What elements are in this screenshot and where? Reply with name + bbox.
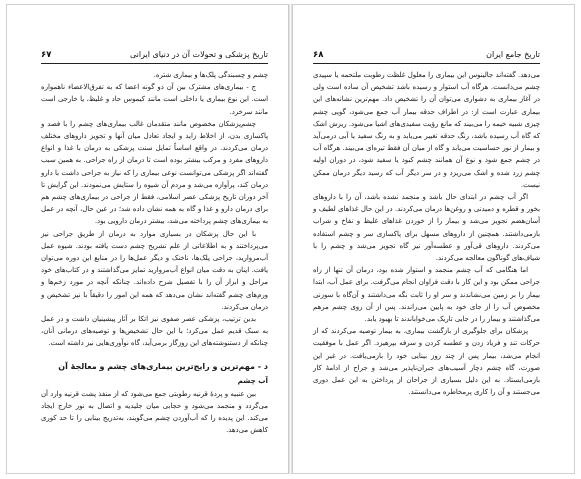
running-head-right xyxy=(313,49,540,61)
body-text-right xyxy=(313,69,540,398)
body-text-left xyxy=(41,69,268,436)
paragraph: پزشکان برای جلوگیری از بازگشت بیماری، به بیمار توصیه می‌کردند که از حرکات تند و فریاد زدن و عطسه کردن و سرفه بپرهیزد. اگر عمل با موفقیت انجام می‌شد، بیمار پس از چند روز بینایی خود را بازمی‌یافت. در غیر این صورت، گاه چشم دچار آسیب‌های جبران‌ناپذیر می‌شد و جراح از ادامهٔ کار بازمی‌ایستاد. به این دلیل بسیاری از جراحان از پرداختن به این عمل دوری می‌جستند و آن را کاری پرمخاطره می‌دانستند. xyxy=(313,327,540,397)
paragraph: چشم و چسبندگی پلک‌ها و بیماری شتره. xyxy=(153,71,268,79)
paragraph: اگر آب چشم در ابتدای حال باشد و منجمد نشده باشد، آن را با داروهای بخور و قطره و دمیدنی و روغن‌ها درمان می‌کردند. در این حال غذاهای لطیف و آسان‌هضم تجویز می‌شد و بیمار را از خوردن غذاهای غلیظ و نفاخ و شراب بازمی‌داشتند. همچنین از داروهای مسهل برای پاکسازی سر و چشم استفاده می‌کردند. داروهای قی‌آور و عطسه‌آور نیز گاه تجویز می‌شد و چشم را با شیاف‌های گوناگون معالجه می‌کردند. xyxy=(313,193,540,263)
right-page xyxy=(293,4,575,474)
header-rule-left xyxy=(41,63,268,64)
paragraph: می‌دهد. گفته‌اند جالینوس این بیماری را معلول غلظت رطوبت ملتحمه یا سپیدی چشم می‌دانست. هرگاه آب استوار و رسیده باشد تشخیص آن ساده است ولی در آغاز بیماری به دشواری می‌توان آن را تشخیص داد. مهم‌ترین نشانه‌های این بیماری عبارت است از: در اطراف حدقه بیمار آب جمع می‌شود، گویی چشم چیزی شبیه خیمه را می‌بیند که مانع رؤیت سفیدی‌های اشیا می‌شود. ریزش اشک که گاه آب رسیده باشد، رنگ حدقه تغییر می‌یابد و به رنگ سفید یا آبی درمی‌آید و بیمار از نور حساسیت می‌یابد و گاه از میان آن فقط تیره‌ای می‌بیند. هرگاه آب در چشم جمع شود و نوع آن همانند چشم کبود یا سفید شود، در دوران اولیه چشم زرد شده و اشک می‌ریزد و در سر دیگر آب که رسید دیگر درمان ممکن نیست. xyxy=(313,71,540,189)
running-head-left xyxy=(41,49,268,61)
section-title: د - مهم‌ترین و رایج‌ترین بیماری‌های چشم و معالجهٔ آن xyxy=(58,361,268,371)
running-head-title-left: تاریخ پزشکی و تحولات آن در دنیای ایرانی xyxy=(129,50,268,59)
book-spread xyxy=(6,4,575,474)
paragraph: چشم‌پزشکان مخصوص مانند متقدمان غالب بیماری‌های چشم را با فصد و پاکسازی بدن، از اخلاط زاید و ایجاد تعادل میان آنها و تجویز داروهای مختلف درمان می‌کردند. در واقع اساساً تمایل سنت پزشکی به درمان با غذا و انواع داروهای مفرد و مرکب بیشتر بوده است تا درمان از راه جراحی. به همین سبب گفته‌اند اگر پزشکی می‌توانست نوعی بیماری را که نیاز به جراحی داشت با دارو درمان کند، پرآوازه می‌شد و مردم آن شیوه را ستایش می‌نمودند. این گرایش تا آخر دوران تاریخ پزشکی عصر اسلامی، فقط از جراحی در بیماری‌های چشم هم برای درمان دارو و غذا و گاه به همه نشان داده شد؛ در عین حال، آنچه در عمل به بیماری‌های چشم پرداخته می‌شد، بیشتر درمان دارویی بود. xyxy=(41,119,268,226)
header-rule-right xyxy=(313,63,540,64)
paragraph: اما هنگامی که آب چشم منجمد و استوار شده بود، درمان آن تنها از راه جراحی ممکن بود و این کار با دقت فراوان انجام می‌گرفت. برای عمل آب، ابتدا بیمار را بر زمین می‌نشاندند و سر او را ثابت نگه می‌داشتند و آن‌گاه با سوزنی مخصوص آب را از جای خود به پایین می‌راندند. پس از آن روی چشم مرهم می‌گذاشتند و بیمار را در جایی تاریک می‌خواباندند تا بهبود یابد. xyxy=(313,266,540,324)
page-number-left: ۶۷ xyxy=(41,50,52,60)
paragraph: بدین ترتیب، پزشکی عصر صفوی نیز اتکا بر آثار پیشینیان داشت و در عمل به سبک قدیم عمل می‌کرد؛ با این حال تشخیص‌ها و توصیه‌های درمانی آنان، چنانکه از دستنوشته‌های این روزگار برمی‌آید، گاه نوآوری‌هایی نیز داشته است. xyxy=(41,315,268,348)
paragraph: با این حال پزشکان در بسیاری موارد به درمان از طریق جراحی نیز می‌پرداختند و به اطلاعاتی از علم تشریح چشم دست یافته بودند. شیوه عمل آب‌مروارید، جراحی پلک‌ها، ناخنک و دیگر عمل‌ها را در منابع این دوره می‌توان یافت. اینان به دقت میان انواع آب‌مروارید تمایز می‌گذاشتند و در کتاب‌های خود مراحل و ابزار آن را با تفصیل شرح داده‌اند. چنانکه آنچه در مورد زخم‌ها و ورم‌های چشم گفته‌اند نشان می‌دهد که همه این امور را دقیقاً با نیز تشخیص و درمان می‌کردند. xyxy=(41,229,268,311)
paragraph: بین عنبیه و پردهٔ قرنیه رطوبتی جمع می‌شود که از منفذ پشت قرنیه وارد آن می‌گردد و منجمد می‌شود و حجابی میان جلیدیه و اتصال به نور خارج ایجاد می‌کند. این پدیده را که آب‌آوردن چشم می‌گویند، به‌تدریج بینایی را تا حد کوری کاهش می‌دهد. xyxy=(41,389,268,435)
running-head-title-right: تاریخ جامع ایران xyxy=(486,50,540,59)
sub-title: آب چشم xyxy=(237,375,268,385)
paragraph: ج - بیماری‌های مشترک بین آن دو گونه اعضا که به تفرق‌الاعضاء ناهمواره است. این نوع بیماری یا داخلی است مانند کیموس حاد و غلیظ، یا خارجی است مانند سرخرد. xyxy=(41,83,268,116)
left-page xyxy=(6,4,288,474)
page-number-right: ۶۸ xyxy=(313,50,324,60)
